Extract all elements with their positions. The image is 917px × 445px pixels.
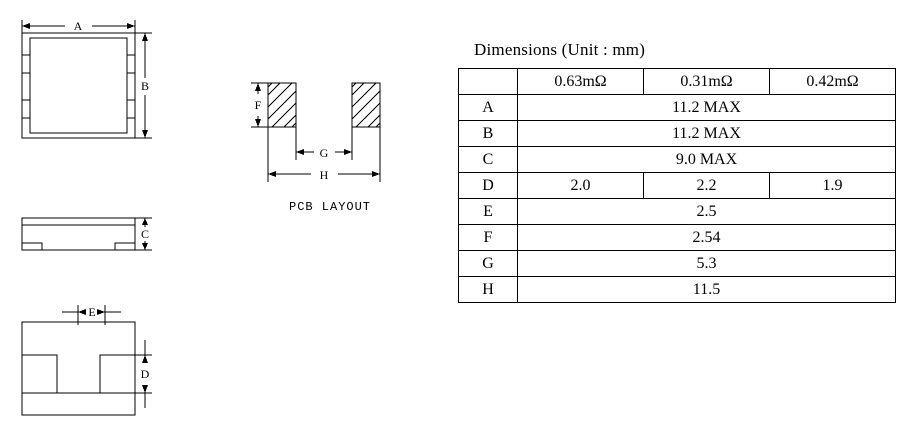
side-view-drawing	[22, 218, 152, 250]
table-row	[459, 225, 896, 251]
bottom-view-drawing	[22, 305, 152, 415]
row-label: D	[459, 173, 518, 199]
dimensions-title: Dimensions (Unit : mm)	[474, 40, 646, 59]
row-value-042: 1.9	[770, 173, 896, 199]
row-value: 11.2 MAX	[518, 121, 896, 147]
pcb-layout-drawing	[251, 83, 380, 182]
table-header-row	[459, 69, 896, 95]
dimensions-table-body	[459, 95, 896, 303]
row-value: 9.0 MAX	[518, 147, 896, 173]
row-value: 11.2 MAX	[518, 95, 896, 121]
header-cell-042: 0.42mΩ	[770, 69, 896, 95]
row-label: H	[459, 277, 518, 303]
table-row	[459, 147, 896, 173]
row-value-063: 2.0	[518, 173, 644, 199]
table-row	[459, 277, 896, 303]
dim-label-d: D	[140, 367, 150, 381]
table-row	[459, 199, 896, 225]
dim-label-a: A	[73, 19, 83, 33]
header-cell-063: 0.63mΩ	[518, 69, 644, 95]
header-cell-031: 0.31mΩ	[644, 69, 770, 95]
table-row	[459, 251, 896, 277]
dim-label-c: C	[140, 227, 150, 241]
dim-label-f: F	[254, 98, 262, 112]
table-row	[459, 173, 896, 199]
row-value: 2.5	[518, 199, 896, 225]
table-row	[459, 121, 896, 147]
dim-label-e: E	[88, 305, 96, 319]
row-label: F	[459, 225, 518, 251]
row-value-031: 2.2	[644, 173, 770, 199]
row-label: E	[459, 199, 518, 225]
top-view-drawing	[22, 20, 152, 138]
pcb-layout-caption: PCB LAYOUT	[289, 200, 372, 214]
package-outline-drawings	[0, 0, 440, 445]
dim-label-g: G	[319, 146, 329, 160]
row-value: 11.5	[518, 277, 896, 303]
dim-label-h: H	[319, 168, 329, 182]
dim-label-b: B	[140, 79, 150, 93]
row-label: A	[459, 95, 518, 121]
dimensions-table	[458, 68, 896, 303]
row-label: C	[459, 147, 518, 173]
table-row	[459, 95, 896, 121]
row-label: B	[459, 121, 518, 147]
header-cell-blank	[459, 69, 518, 95]
dimensions-section	[458, 40, 898, 303]
row-value: 5.3	[518, 251, 896, 277]
row-label: G	[459, 251, 518, 277]
row-value: 2.54	[518, 225, 896, 251]
